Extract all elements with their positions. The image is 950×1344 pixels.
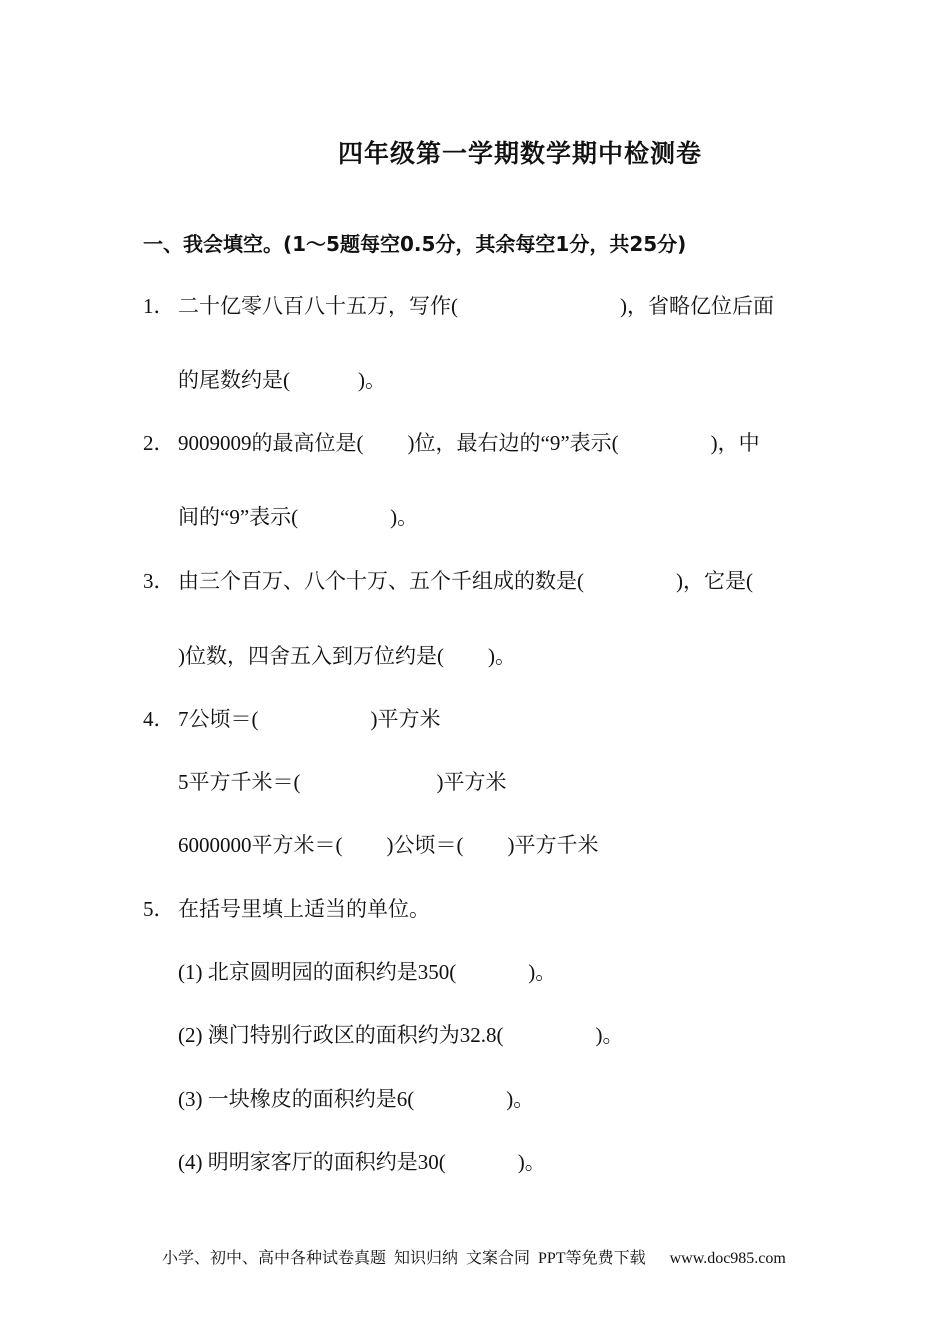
question-text: (2) 澳门特别行政区的面积约为32.8( [178, 1023, 504, 1047]
question-text: )平方千米 [507, 833, 599, 857]
question-text: 在括号里填上适当的单位。 [178, 897, 430, 921]
question-4-line-3 [178, 831, 599, 859]
question-text: )。 [390, 505, 419, 529]
question-text: 的尾数约是( [178, 368, 290, 392]
question-number: 1． [143, 294, 175, 318]
question-text: )位，最右边的“9”表示( [407, 431, 619, 455]
question-number: 2． [143, 431, 175, 455]
question-text: )位数，四舍五入到万位约是( [178, 644, 444, 668]
question-4-line-1 [143, 705, 441, 733]
question-text: )。 [358, 368, 386, 392]
question-text: )。 [517, 1150, 546, 1174]
question-3-line-2 [178, 642, 516, 670]
question-text: 间的“9”表示( [178, 505, 299, 529]
question-5-item-2 [178, 1021, 623, 1049]
question-text: 9009009的最高位是( [178, 431, 364, 455]
question-text: (4) 明明家客厅的面积约是30( [178, 1150, 446, 1174]
question-text: )。 [488, 644, 516, 668]
question-text: (3) 一块橡皮的面积约是6( [178, 1087, 415, 1111]
footer-url[interactable]: www.doc985.com [669, 1250, 786, 1267]
question-text: )。 [506, 1087, 535, 1111]
question-4-line-2 [178, 768, 507, 796]
question-text: )平方米 [370, 707, 441, 731]
question-5-item-4 [178, 1148, 546, 1176]
question-text: )。 [528, 960, 557, 984]
question-text: )公顷＝( [386, 833, 464, 857]
question-text: 6000000平方米＝( [178, 833, 343, 857]
question-text: )平方米 [436, 770, 507, 794]
question-3-line-1 [143, 567, 753, 595]
question-text: 由三个百万、八个十万、五个千组成的数是( [178, 569, 584, 593]
question-5-item-1 [178, 958, 556, 986]
question-number: 3． [143, 569, 175, 593]
question-text: 二十亿零八百八十五万，写作( [178, 294, 458, 318]
question-5-item-3 [178, 1085, 534, 1113]
footer-text: 小学、初中、高中各种试卷真题 知识归纳 文案合同 PPT等免费下载 [162, 1250, 646, 1267]
question-text: )。 [595, 1023, 624, 1047]
page-title: 四年级第一学期数学期中检测卷 [337, 139, 702, 168]
question-text: )，省略亿位后面 [620, 294, 774, 318]
question-text: 7公顷＝( [178, 707, 259, 731]
question-text: )，中 [710, 431, 760, 455]
question-text: 5平方千米＝( [178, 770, 301, 794]
question-2-line-1 [143, 429, 760, 457]
question-5-stem [143, 895, 430, 923]
question-1-line-2 [178, 366, 386, 394]
question-number: 5． [143, 897, 175, 921]
page-footer [162, 1245, 786, 1268]
section-heading: 一、我会填空。(1～5题每空0.5分，其余每空1分，共25分) [143, 232, 687, 256]
question-2-line-2 [178, 503, 418, 531]
question-1-line-1 [143, 292, 774, 320]
question-text: (1) 北京圆明园的面积约是350( [178, 960, 457, 984]
question-text: )，它是( [676, 569, 753, 593]
question-number: 4． [143, 707, 175, 731]
